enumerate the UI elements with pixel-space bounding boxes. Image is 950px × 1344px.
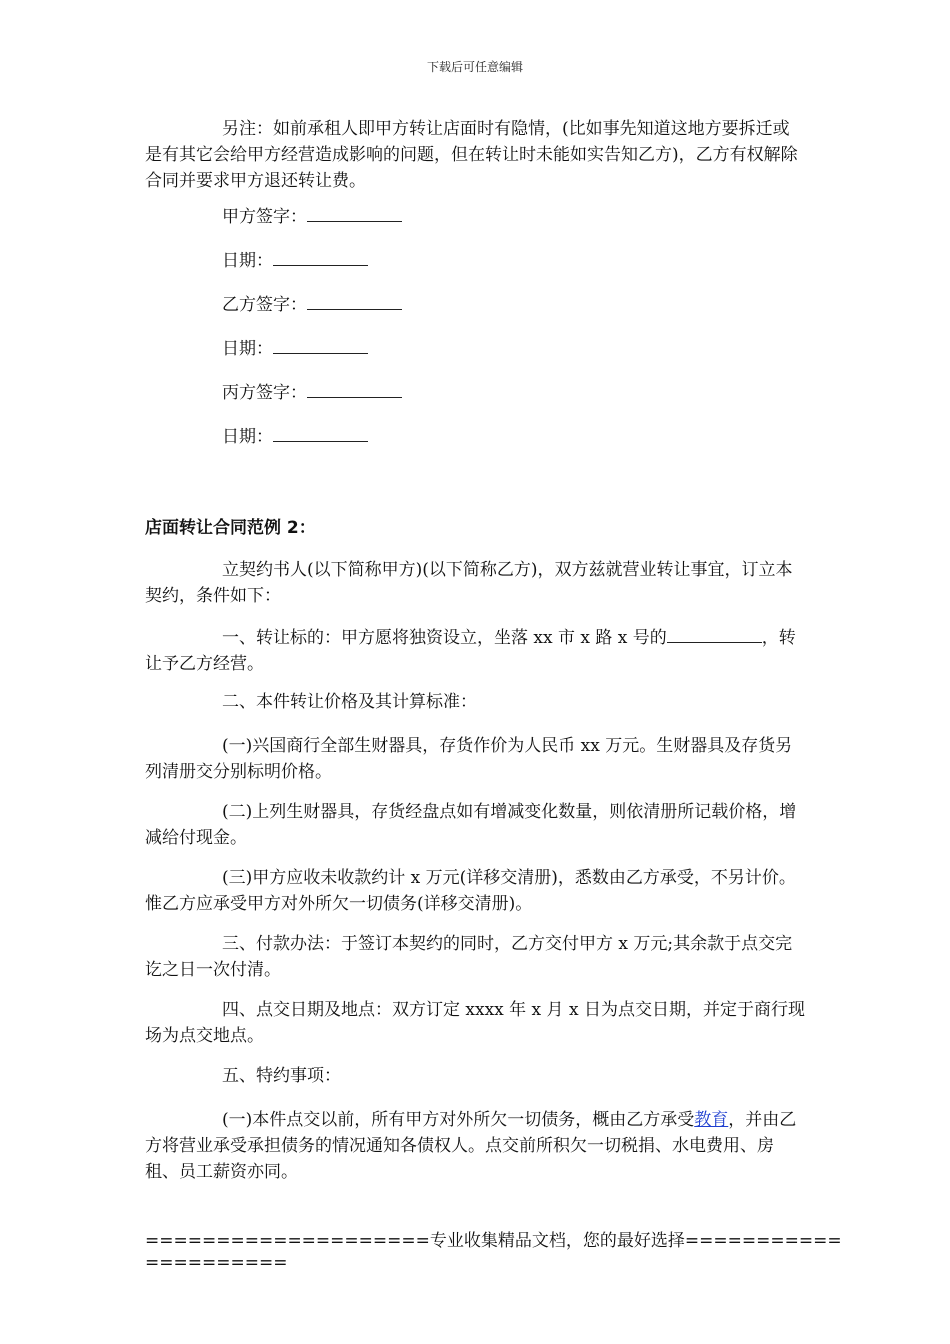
clause-1-text-end: ，转让予乙方经营。 (145, 628, 796, 674)
clause-4: 四、点交日期及地点：双方订定 xxxx 年 x 月 x 日为点交日期，并定于商行现场为点交地点。 (145, 1000, 805, 1046)
date-blank (273, 423, 368, 442)
date-label: 日期： (222, 339, 273, 359)
clause-5-1-text: (一)本件点交以前，所有甲方对外所欠一切债务，概由乙方承受 (222, 1110, 695, 1130)
date-label: 日期： (222, 251, 273, 271)
page-header: 下载后可任意编辑 (426, 60, 523, 74)
section-title: 店面转让合同范例 2： (145, 518, 316, 538)
education-link[interactable]: 教育 (694, 1110, 729, 1130)
clause-2-2: (二)上列生财器具，存货经盘点如有增减变化数量，则依清册所记载价格，增减给付现金。 (145, 802, 797, 848)
signature-blank (307, 291, 402, 310)
signature-label: 乙方签字： (222, 295, 307, 315)
signature-line-party-a (222, 203, 402, 230)
clause-5-1 (145, 1107, 805, 1185)
clause-1-blank (667, 624, 762, 643)
date-line-party-c (222, 423, 368, 450)
page-footer: ====================专业收集精品文档，您的最好选择===================== (145, 1231, 842, 1273)
clause-2-1: (一)兴国商行全部生财器具，存货作价为人民币 xx 万元。生财器具及存货另列清册交分别标明价格。 (145, 736, 793, 782)
date-blank (273, 335, 368, 354)
clause-1 (145, 624, 805, 677)
clause-5: 五、特约事项： (222, 1066, 341, 1086)
signature-label: 甲方签字： (222, 207, 307, 227)
signature-line-party-b (222, 291, 402, 318)
clause-3: 三、付款办法：于签订本契约的同时，乙方交付甲方 x 万元;其余款于点交完讫之日一次付清。 (145, 934, 793, 980)
signature-line-party-c (222, 379, 402, 406)
date-line-party-a (222, 247, 368, 274)
intro-paragraph: 立契约书人(以下简称甲方)(以下简称乙方)，双方兹就营业转让事宜，订立本契约，条件如下： (145, 560, 793, 606)
signature-blank (307, 203, 402, 222)
signature-blank (307, 379, 402, 398)
date-blank (273, 247, 368, 266)
clause-5-1-text-end: ，并由乙方将营业承受承担债务的情况通知各债权人。点交前所积欠一切税捐、水电费用、房租、员工薪资亦同。 (145, 1110, 797, 1182)
date-label: 日期： (222, 427, 273, 447)
signature-label: 丙方签字： (222, 383, 307, 403)
note-paragraph: 另注：如前承租人即甲方转让店面时有隐情，(比如事先知道这地方要拆迁或是有其它会给甲方经营造成影响的问题，但在转让时未能如实告知乙方)，乙方有权解除合同并要求甲方退还转让费。 (145, 119, 798, 191)
clause-2-3: (三)甲方应收未收款约计 x 万元(详移交清册)，悉数由乙方承受，不另计价。惟乙方应承受甲方对外所欠一切债务(详移交清册)。 (145, 868, 796, 914)
clause-2: 二、本件转让价格及其计算标准： (222, 692, 477, 712)
date-line-party-b (222, 335, 368, 362)
clause-1-text: 一、转让标的：甲方愿将独资设立，坐落 xx 市 x 路 x 号的 (222, 628, 667, 648)
